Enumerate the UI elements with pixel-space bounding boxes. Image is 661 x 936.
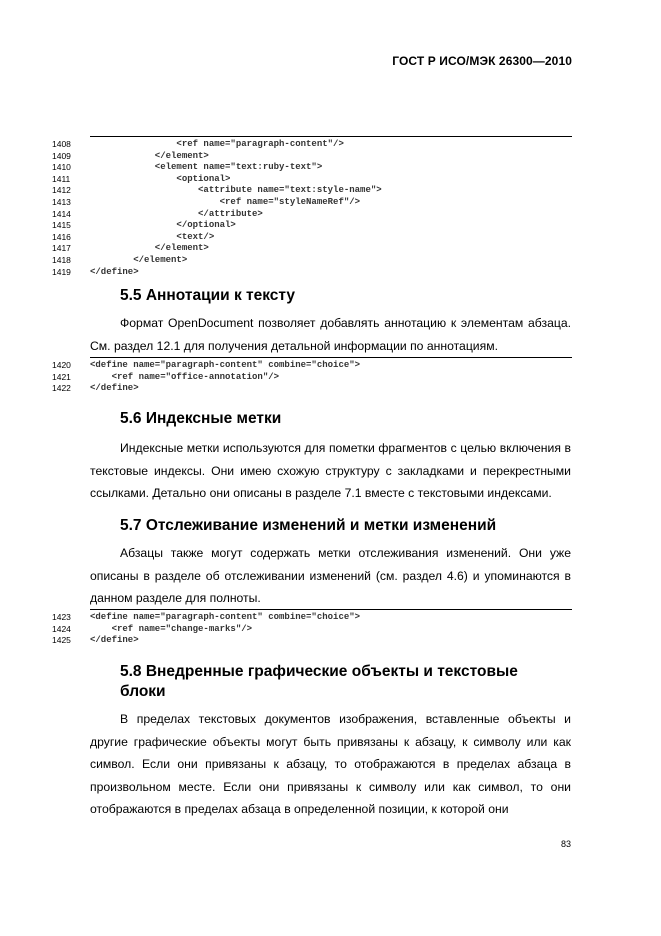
section-title-5-8 xyxy=(120,662,518,702)
code-text: <optional> xyxy=(90,173,231,184)
code-text: <define name="paragraph-content" combine="choice"> xyxy=(90,360,361,370)
code-text: <ref name="styleNameRef"/> xyxy=(90,196,361,207)
section-title-5-5: 5.5 Аннотации к тексту xyxy=(120,287,296,304)
line-number: 1416 xyxy=(52,231,71,242)
line-number: 1408 xyxy=(52,139,71,149)
code-block-3 xyxy=(52,609,572,647)
code-block-1 xyxy=(52,136,572,278)
code-line xyxy=(52,360,572,372)
line-number: 1424 xyxy=(52,623,71,634)
code-line xyxy=(52,162,572,174)
section-title-line: блоки xyxy=(120,683,166,700)
line-number: 1415 xyxy=(52,220,71,231)
line-number: 1414 xyxy=(52,208,71,219)
code-text: <ref name="office-annotation"/> xyxy=(90,371,280,382)
code-line xyxy=(52,232,572,244)
code-text: </attribute> xyxy=(90,208,263,219)
code-block-rule xyxy=(90,609,572,610)
code-line xyxy=(52,267,572,279)
line-number: 1418 xyxy=(52,254,71,265)
line-number: 1422 xyxy=(52,383,71,394)
code-block-rule xyxy=(90,357,572,358)
paragraph: В пределах текстовых документов изображения, вставленные объекты и другие графические объекты могут быть привязаны к абзацу, к символу или как символ. Если они привязаны к абзацу, то отображаются в пределах абзаца в произвольном месте. Если они привязаны к символу или как символ, то они отображаются в пределах абзаца в определенной позиции, к которой они xyxy=(90,712,571,816)
code-text: </element> xyxy=(90,254,188,265)
code-text: </define> xyxy=(90,635,139,646)
code-text: </define> xyxy=(90,383,139,394)
section-title-5-6: 5.6 Индексные метки xyxy=(120,410,282,427)
code-text: </optional> xyxy=(90,220,236,231)
section-text-5-6 xyxy=(90,437,571,505)
page-number: 83 xyxy=(560,839,571,849)
code-line xyxy=(52,151,572,163)
code-line xyxy=(52,139,572,151)
code-line xyxy=(52,197,572,209)
code-text: </element> xyxy=(90,150,209,161)
paragraph: Индексные метки используются для пометки фрагментов с целью включения в текстовые индексы. Они имею схожую структуру с закладками и перекрестными ссылками. Детально они описаны в разделе 7.1 вместе с текстовыми индексами. xyxy=(90,441,571,500)
code-line xyxy=(52,185,572,197)
code-text: <attribute name="text:style-name"> xyxy=(90,185,382,196)
code-block-rule xyxy=(90,136,572,137)
code-text: <element name="text:ruby-text"> xyxy=(90,162,323,173)
code-line xyxy=(52,635,572,647)
section-text-5-8 xyxy=(90,708,571,821)
code-text: </element> xyxy=(90,243,209,254)
code-text: <text/> xyxy=(90,231,215,242)
code-text: <ref name="paragraph-content"/> xyxy=(90,139,344,149)
line-number: 1417 xyxy=(52,243,71,254)
line-number: 1411 xyxy=(52,173,71,184)
code-line xyxy=(52,612,572,624)
code-text: </define> xyxy=(90,266,139,277)
code-line xyxy=(52,255,572,267)
section-title-line: 5.8 Внедренные графические объекты и текстовые xyxy=(120,663,518,680)
code-line xyxy=(52,209,572,221)
code-line xyxy=(52,220,572,232)
code-text: <ref name="change-marks"/> xyxy=(90,623,253,634)
line-number: 1412 xyxy=(52,185,71,196)
code-line xyxy=(52,383,572,395)
line-number: 1423 xyxy=(52,612,71,622)
page-header: ГОСТ Р ИСО/МЭК 26300—2010 xyxy=(392,54,572,68)
line-number: 1425 xyxy=(52,635,71,646)
section-text-5-5 xyxy=(90,312,571,357)
paragraph: Абзацы также могут содержать метки отслеживания изменений. Они уже описаны в разделе об отслеживании изменений (см. раздел 4.6) и упоминаются в данном разделе для полноты. xyxy=(90,546,571,605)
code-line xyxy=(52,372,572,384)
line-number: 1419 xyxy=(52,266,71,277)
code-text: <define name="paragraph-content" combine="choice"> xyxy=(90,612,361,622)
code-block-2 xyxy=(52,357,572,395)
line-number: 1409 xyxy=(52,150,71,161)
line-number: 1421 xyxy=(52,371,71,382)
code-line xyxy=(52,243,572,255)
section-title-5-7: 5.7 Отслеживание изменений и метки изменений xyxy=(120,517,497,534)
code-line xyxy=(52,174,572,186)
line-number: 1413 xyxy=(52,196,71,207)
line-number: 1420 xyxy=(52,360,71,370)
code-line xyxy=(52,624,572,636)
line-number: 1410 xyxy=(52,162,71,173)
paragraph: Формат OpenDocument позволяет добавлять аннотацию к элементам абзаца. См. раздел 12.1 для получения детальной информации по аннотациям. xyxy=(90,316,571,353)
section-text-5-7 xyxy=(90,542,571,610)
